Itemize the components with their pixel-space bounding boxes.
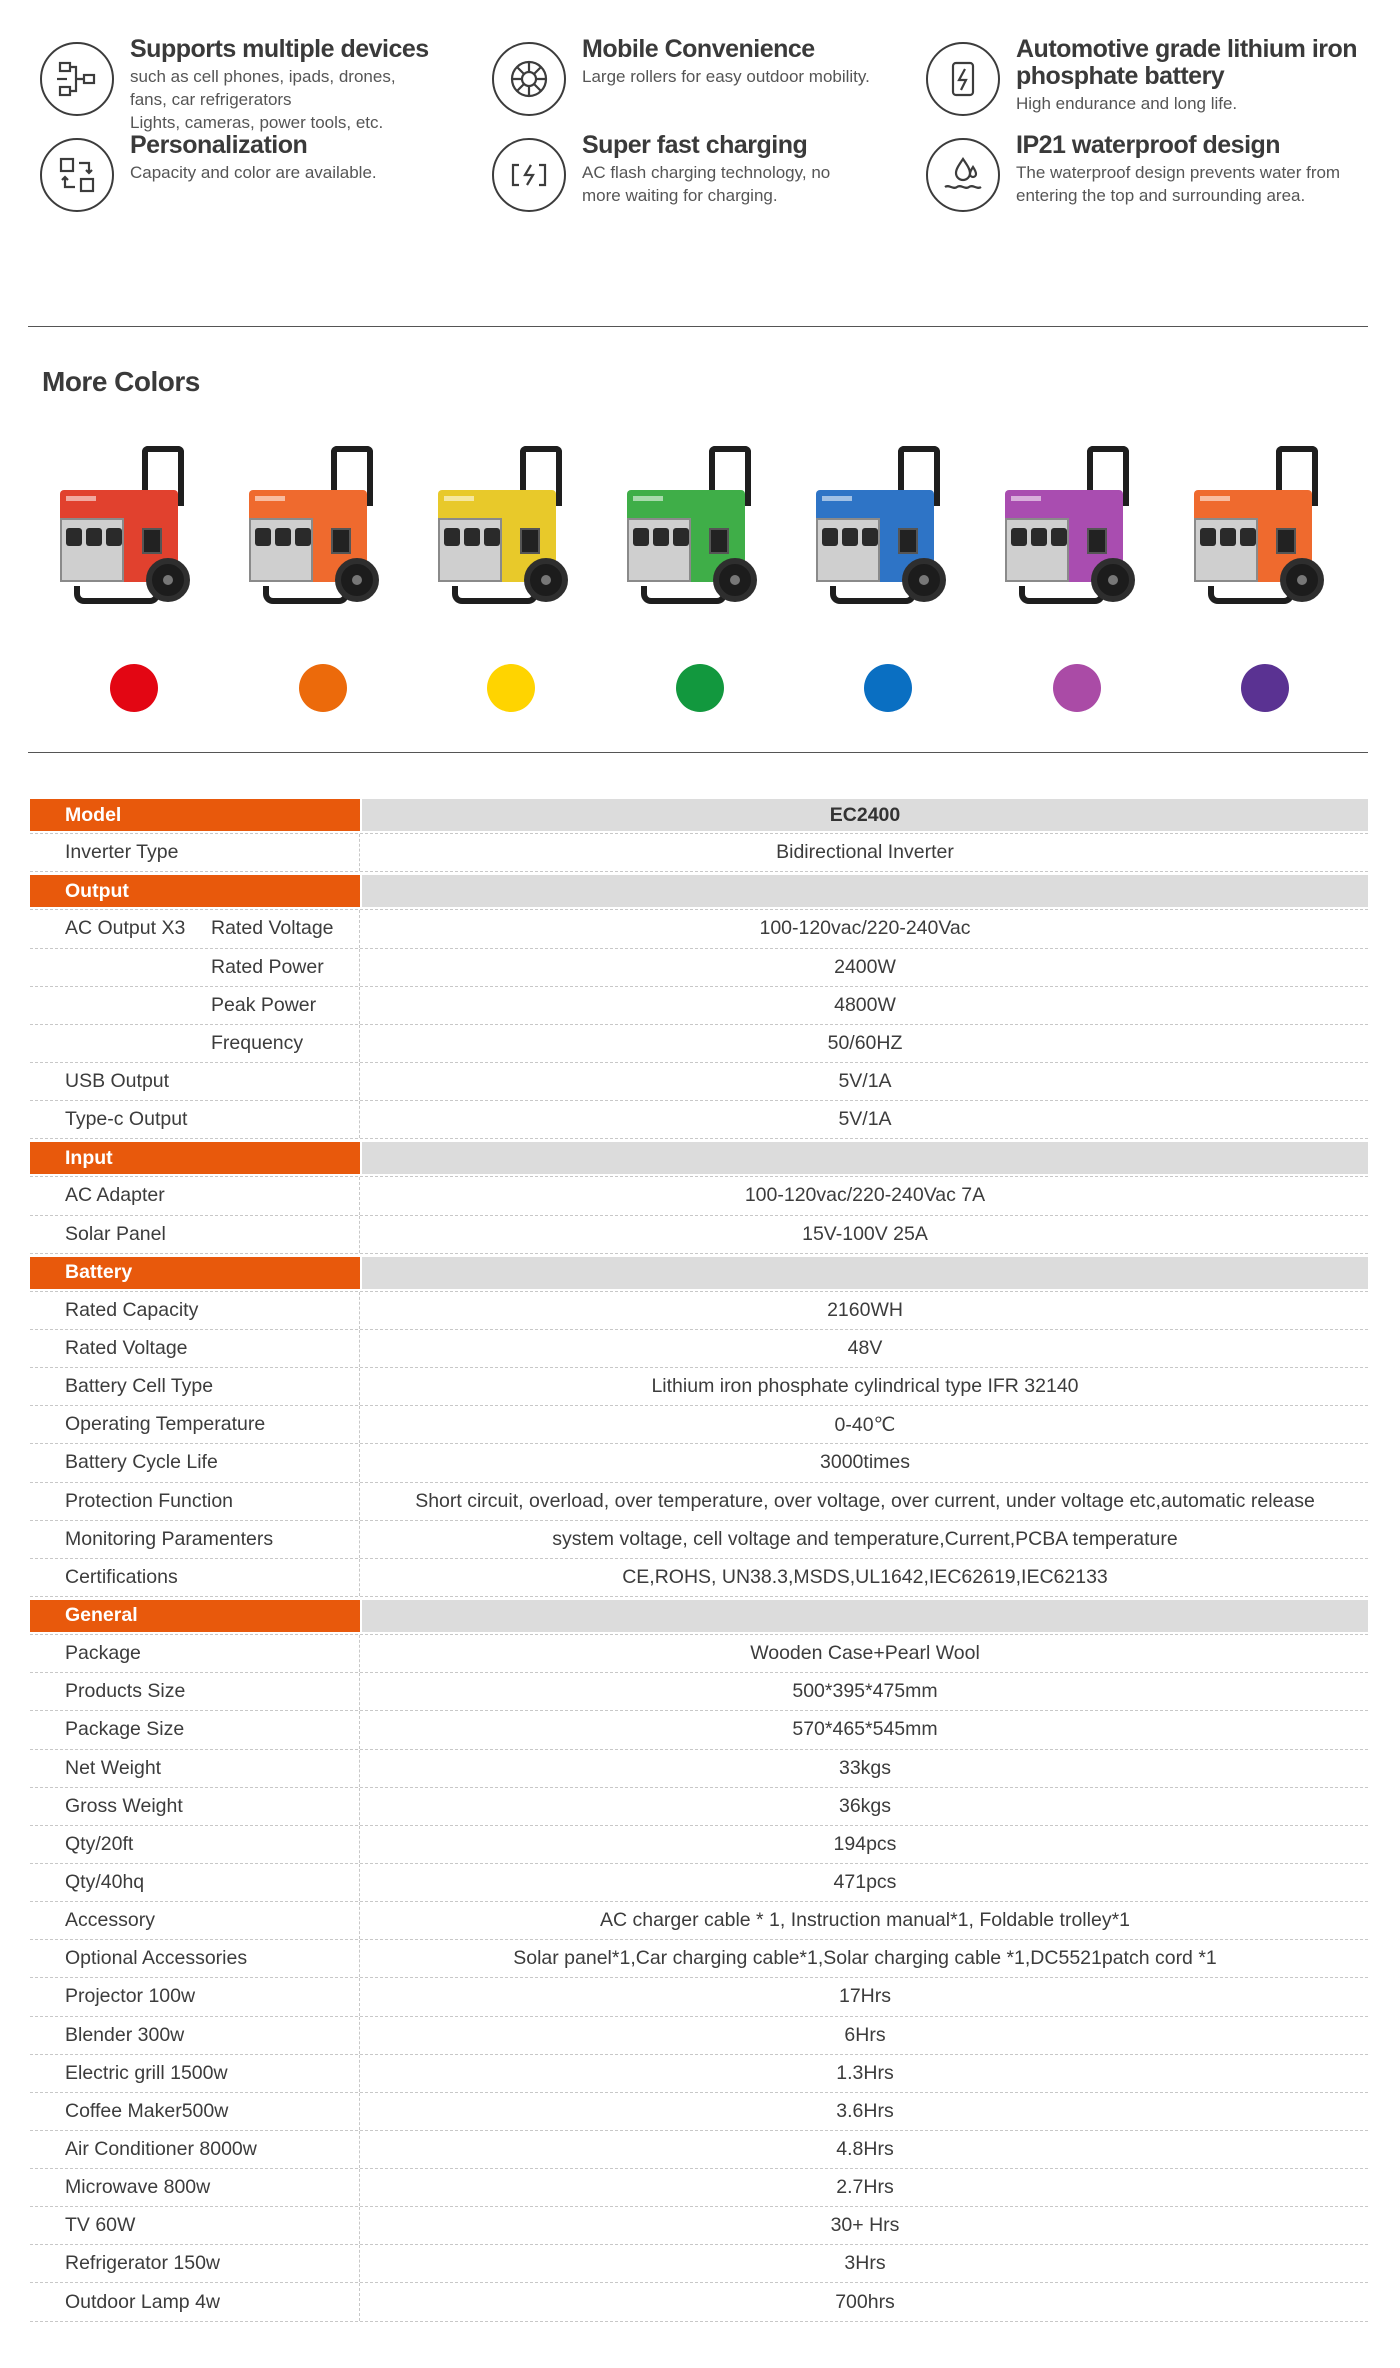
spec-value: 0-40℃ bbox=[834, 1413, 896, 1436]
spec-row bbox=[30, 1521, 1368, 1559]
spec-row bbox=[30, 2283, 1368, 2321]
spec-value: 100-120vac/220-240Vac bbox=[759, 917, 971, 940]
battery-bolt-icon bbox=[926, 42, 1000, 116]
brand-logo bbox=[1200, 496, 1230, 501]
spec-value: 3.6Hrs bbox=[836, 2099, 894, 2122]
spec-row bbox=[30, 2055, 1368, 2093]
spec-row bbox=[30, 1902, 1368, 1940]
product-image bbox=[245, 440, 385, 620]
spec-section-header bbox=[30, 872, 1368, 910]
wheel bbox=[713, 558, 757, 602]
spec-label: AC Output X3 bbox=[30, 910, 360, 947]
wheel bbox=[335, 558, 379, 602]
spec-label: Projector 100w bbox=[30, 1978, 360, 2015]
section-label: Battery bbox=[30, 1257, 360, 1289]
spec-value: 471pcs bbox=[833, 1871, 897, 1893]
spec-label: Net Weight bbox=[30, 1750, 360, 1787]
spec-value: 3Hrs bbox=[844, 2252, 886, 2275]
spec-label: Certifications bbox=[30, 1559, 360, 1596]
spec-value: 570*465*545mm bbox=[792, 1718, 938, 1741]
spec-value: Short circuit, overload, over temperature, over voltage, over current, under voltage etc,automatic release bbox=[415, 1489, 1315, 1512]
spec-row bbox=[30, 1063, 1368, 1101]
brand-logo bbox=[66, 496, 96, 501]
color-swatch[interactable] bbox=[864, 664, 912, 712]
spec-label: Blender 300w bbox=[30, 2017, 360, 2054]
spec-row bbox=[30, 1940, 1368, 1978]
display-screen bbox=[709, 528, 729, 554]
display-screen bbox=[142, 528, 162, 554]
outlet-panel bbox=[60, 518, 124, 582]
spec-row bbox=[30, 1635, 1368, 1673]
spec-section-header bbox=[30, 1139, 1368, 1177]
outlet-panel bbox=[249, 518, 313, 582]
color-swatch[interactable] bbox=[1053, 664, 1101, 712]
spec-sublabel: Frequency bbox=[211, 1031, 304, 1054]
spec-label: Refrigerator 150w bbox=[30, 2245, 360, 2282]
spec-label: Rated Capacity bbox=[30, 1292, 360, 1329]
wheel bbox=[1091, 558, 1135, 602]
feature-title: Super fast charging bbox=[582, 131, 808, 159]
spec-row bbox=[30, 1750, 1368, 1788]
spec-header-row bbox=[30, 796, 1368, 834]
divider bbox=[28, 326, 1368, 327]
spec-value: 194pcs bbox=[833, 1832, 897, 1855]
spec-row bbox=[30, 1101, 1368, 1139]
spec-value: 5V/1A bbox=[838, 1108, 892, 1131]
spec-row bbox=[30, 910, 1368, 948]
spec-value: 700hrs bbox=[835, 2290, 895, 2313]
wheel bbox=[146, 558, 190, 602]
feature-desc: AC flash charging technology, no more waiting for charging. bbox=[582, 163, 831, 205]
spec-label: Battery Cycle Life bbox=[30, 1444, 360, 1481]
spec-value: Bidirectional Inverter bbox=[776, 841, 954, 864]
spec-value: 2.7Hrs bbox=[836, 2176, 894, 2199]
spec-row bbox=[30, 1559, 1368, 1597]
feature-title: Mobile Convenience bbox=[582, 35, 815, 63]
spec-label: Gross Weight bbox=[30, 1788, 360, 1825]
color-swatch[interactable] bbox=[1241, 664, 1289, 712]
spec-label: AC Adapter bbox=[30, 1177, 360, 1214]
spec-value: 50/60HZ bbox=[827, 1031, 903, 1054]
spec-label: TV 60W bbox=[30, 2207, 360, 2244]
spec-label: USB Output bbox=[30, 1063, 360, 1100]
spec-sublabel: Rated Power bbox=[211, 955, 324, 978]
brand-logo bbox=[255, 496, 285, 501]
spec-label: Microwave 800w bbox=[30, 2169, 360, 2206]
spec-row bbox=[30, 2093, 1368, 2131]
spec-row bbox=[30, 1788, 1368, 1826]
spec-label: Protection Function bbox=[30, 1483, 360, 1520]
spec-value: 4.8Hrs bbox=[836, 2137, 894, 2160]
spec-value: 6Hrs bbox=[844, 2023, 886, 2046]
spec-row bbox=[30, 1216, 1368, 1254]
section-fill bbox=[362, 1142, 1368, 1174]
spec-section-header bbox=[30, 1254, 1368, 1292]
spec-label bbox=[30, 1025, 360, 1062]
spec-row bbox=[30, 2131, 1368, 2169]
section-fill bbox=[362, 1257, 1368, 1289]
color-swatch[interactable] bbox=[110, 664, 158, 712]
spec-row bbox=[30, 987, 1368, 1025]
spec-value: AC charger cable * 1, Instruction manual*1, Foldable trolley*1 bbox=[599, 1909, 1131, 1932]
spec-value: 48V bbox=[847, 1337, 883, 1360]
spec-row bbox=[30, 1483, 1368, 1521]
feature-title: Supports multiple devices bbox=[130, 35, 429, 63]
wheel bbox=[902, 558, 946, 602]
feature-title: Personalization bbox=[130, 131, 308, 159]
spec-sublabel: Peak Power bbox=[211, 993, 317, 1016]
spec-label: Package bbox=[30, 1635, 360, 1672]
color-swatch[interactable] bbox=[676, 664, 724, 712]
fast-charge-icon bbox=[492, 138, 566, 212]
product-image bbox=[56, 440, 196, 620]
feature-desc: Large rollers for easy outdoor mobility. bbox=[582, 67, 870, 86]
spec-row bbox=[30, 1406, 1368, 1444]
feature-desc: Capacity and color are available. bbox=[130, 163, 377, 182]
spec-label: Outdoor Lamp 4w bbox=[30, 2283, 360, 2320]
outlet-panel bbox=[438, 518, 502, 582]
spec-table bbox=[30, 796, 1368, 2322]
section-fill bbox=[362, 875, 1368, 907]
display-screen bbox=[898, 528, 918, 554]
spec-row bbox=[30, 1177, 1368, 1215]
spec-row bbox=[30, 2169, 1368, 2207]
divider bbox=[28, 752, 1368, 753]
brand-logo bbox=[444, 496, 474, 501]
spec-row bbox=[30, 2207, 1368, 2245]
spec-label: Air Conditioner 8000w bbox=[30, 2131, 360, 2168]
spec-value: 2400W bbox=[834, 955, 896, 978]
spec-value: 2160WH bbox=[827, 1298, 903, 1321]
spec-label: Qty/40hq bbox=[30, 1864, 360, 1901]
feature-title: Automotive grade lithium iron phosphate battery bbox=[1016, 35, 1358, 90]
spec-value: Lithium iron phosphate cylindrical type IFR 32140 bbox=[651, 1375, 1079, 1398]
feature-desc: High endurance and long life. bbox=[1016, 94, 1238, 113]
brand-logo bbox=[633, 496, 663, 501]
spec-row bbox=[30, 1292, 1368, 1330]
waterproof-icon bbox=[926, 138, 1000, 212]
spec-row bbox=[30, 1368, 1368, 1406]
outlet-panel bbox=[627, 518, 691, 582]
spec-label: Package Size bbox=[30, 1711, 360, 1748]
spec-value: 36kgs bbox=[838, 1794, 892, 1817]
section-label: Input bbox=[30, 1142, 360, 1174]
spec-label: Type-c Output bbox=[30, 1101, 360, 1138]
spec-row bbox=[30, 1444, 1368, 1482]
display-screen bbox=[1087, 528, 1107, 554]
spec-label: Operating Temperature bbox=[30, 1406, 360, 1443]
spec-row bbox=[30, 1330, 1368, 1368]
spec-value: 15V-100V 25A bbox=[802, 1222, 928, 1245]
spec-row bbox=[30, 1864, 1368, 1902]
outlet-panel bbox=[1005, 518, 1069, 582]
spec-label: Battery Cell Type bbox=[30, 1368, 360, 1405]
personalize-icon bbox=[40, 138, 114, 212]
spec-row bbox=[30, 1978, 1368, 2016]
spec-label: Qty/20ft bbox=[30, 1826, 360, 1863]
header-value: EC2400 bbox=[362, 799, 1368, 831]
product-image bbox=[434, 440, 574, 620]
section-title: More Colors bbox=[42, 366, 200, 397]
spec-value: 100-120vac/220-240Vac 7A bbox=[744, 1184, 986, 1207]
spec-row bbox=[30, 1673, 1368, 1711]
devices-icon bbox=[40, 42, 114, 116]
spec-label: Electric grill 1500w bbox=[30, 2055, 360, 2092]
product-image bbox=[812, 440, 952, 620]
wheel-icon bbox=[492, 42, 566, 116]
wheel bbox=[524, 558, 568, 602]
spec-label: Coffee Maker500w bbox=[30, 2093, 360, 2130]
brand-logo bbox=[1011, 496, 1041, 501]
section-fill bbox=[362, 1600, 1368, 1632]
spec-label: Monitoring Paramenters bbox=[30, 1521, 360, 1558]
spec-label: Optional Accessories bbox=[30, 1940, 360, 1977]
spec-value: system voltage, cell voltage and temperature,Current,PCBA temperature bbox=[552, 1527, 1178, 1550]
spec-row bbox=[30, 1826, 1368, 1864]
spec-label: Products Size bbox=[30, 1673, 360, 1710]
product-image bbox=[1190, 440, 1330, 620]
brand-logo bbox=[822, 496, 852, 501]
spec-value: 17Hrs bbox=[838, 1985, 892, 2008]
outlet-panel bbox=[1194, 518, 1258, 582]
spec-value: Wooden Case+Pearl Wool bbox=[750, 1642, 980, 1665]
spec-label: Accessory bbox=[30, 1902, 360, 1939]
spec-label: Solar Panel bbox=[30, 1216, 360, 1253]
spec-value: CE,ROHS, UN38.3,MSDS,UL1642,IEC62619,IEC62133 bbox=[622, 1565, 1108, 1588]
feature-title: IP21 waterproof design bbox=[1016, 131, 1281, 159]
spec-value: 4800W bbox=[834, 993, 896, 1016]
wheel bbox=[1280, 558, 1324, 602]
spec-row bbox=[30, 1025, 1368, 1063]
product-image bbox=[623, 440, 763, 620]
section-label: General bbox=[30, 1600, 360, 1632]
spec-value: 500*395*475mm bbox=[792, 1680, 938, 1703]
spec-row bbox=[30, 2245, 1368, 2283]
spec-label: Inverter Type bbox=[30, 834, 360, 871]
spec-row bbox=[30, 949, 1368, 987]
product-image bbox=[1001, 440, 1141, 620]
outlet-panel bbox=[816, 518, 880, 582]
spec-row bbox=[30, 2017, 1368, 2055]
header-label: Model bbox=[30, 799, 360, 831]
spec-value: 30+ Hrs bbox=[830, 2214, 900, 2237]
feature-desc: such as cell phones, ipads, drones, fans, car refrigerators Lights, cameras, power tools, etc. bbox=[130, 67, 396, 132]
spec-label: Rated Voltage bbox=[30, 1330, 360, 1367]
spec-value: 33kgs bbox=[838, 1756, 892, 1779]
spec-section-header bbox=[30, 1597, 1368, 1635]
spec-value: 3000times bbox=[820, 1451, 910, 1474]
spec-value: 5V/1A bbox=[838, 1070, 892, 1093]
spec-row bbox=[30, 834, 1368, 872]
color-swatch[interactable] bbox=[487, 664, 535, 712]
spec-value: 1.3Hrs bbox=[836, 2061, 894, 2084]
display-screen bbox=[520, 528, 540, 554]
section-label: Output bbox=[30, 875, 360, 907]
display-screen bbox=[1276, 528, 1296, 554]
color-swatch[interactable] bbox=[299, 664, 347, 712]
display-screen bbox=[331, 528, 351, 554]
spec-value: Solar panel*1,Car charging cable*1,Solar charging cable *1,DC5521patch cord *1 bbox=[513, 1947, 1217, 1970]
features-section bbox=[28, 36, 1368, 296]
spec-row bbox=[30, 1711, 1368, 1749]
spec-sublabel: Rated Voltage bbox=[211, 917, 334, 940]
feature-desc: The waterproof design prevents water from entering the top and surrounding area. bbox=[1016, 163, 1341, 205]
